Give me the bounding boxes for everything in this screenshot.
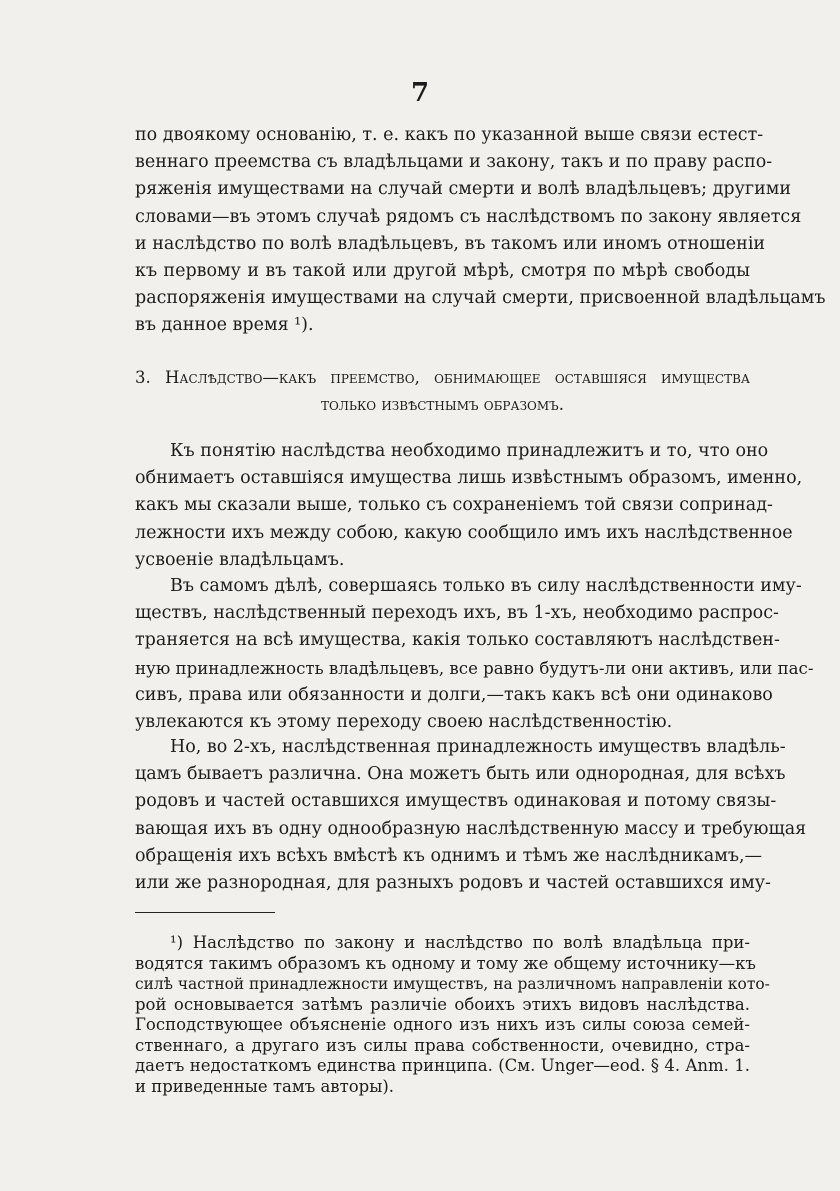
text-line: обращенія ихъ всѣхъ вмѣстѣ къ однимъ и тѣмъ же наслѣдникамъ,— — [135, 845, 763, 866]
section-heading — [135, 364, 750, 418]
text-line: веннаго преемства съ владѣльцами и закону, такъ и по праву распо- — [135, 152, 773, 173]
text-line: сивъ, права или обязанности и долги,—такъ какъ всѣ они одинаково — [135, 684, 773, 705]
footnote-line: силѣ частной принадлежности имуществъ, на различномъ направленіи кото- — [135, 975, 770, 993]
text-line: Но, во 2-хъ, наслѣдственная принадлежность имуществъ владѣль- — [170, 737, 786, 757]
footnote — [135, 933, 770, 1097]
text-line: вающая ихъ въ одну однообразную наслѣдственную массу и требующая — [135, 818, 807, 839]
text-line: цамъ бываетъ различна. Она можетъ быть или однородная, для всѣхъ — [135, 764, 786, 785]
text-line: по двоякому основанію, т. е. какъ по указанной выше связи естест- — [135, 125, 764, 145]
text-line: Въ самомъ дѣлѣ, совершаясь только въ силу наслѣдственности иму- — [170, 576, 802, 596]
paragraph-4 — [135, 734, 807, 897]
text-line: словами—въ этомъ случаѣ рядомъ съ наслѣдствомъ по закону является — [135, 206, 802, 227]
text-line: какъ мы сказали выше, только съ сохраненіемъ той связи сопринад- — [135, 495, 773, 516]
text-line: Къ понятію наслѣдства необходимо принадлежитъ и то, что оно — [170, 441, 769, 461]
text-line: распоряженія имуществами на случай смерти, присвоенной владѣльцамъ — [135, 288, 826, 309]
text-line: траняется на всѣ имущества, какія только составляютъ наслѣдствен- — [135, 630, 780, 651]
paragraph-1 — [135, 122, 826, 340]
text-line: ную принадлежность владѣльцевъ, все равно будутъ-ли они активъ, или пас- — [135, 658, 814, 678]
text-line: и наслѣдство по волѣ владѣльцевъ, въ такомъ или иномъ отношеніи — [135, 233, 766, 254]
text-line: родовъ и частей оставшихся имуществъ одинаковая и потому связы- — [135, 791, 777, 812]
footnote-line: Господствующее объясненіе одного изъ нихъ изъ силы союза семей- — [135, 1015, 750, 1034]
footnote-line: ¹) Наслѣдство по закону и наслѣдство по волѣ владѣльца при- — [170, 933, 750, 952]
text-line: увлекаются къ этому переходу своею наслѣдственностію. — [135, 712, 673, 733]
text-line: усвоеніе владѣльцамъ. — [135, 549, 345, 570]
footnote-line: даетъ недостаткомъ единства принципа. (См. Unger—eod. § 4. Anm. 1. — [135, 1056, 750, 1075]
text-line: къ первому и въ такой или другой мѣрѣ, смотря по мѣрѣ свободы — [135, 261, 750, 282]
paragraph-2 — [135, 438, 803, 574]
text-line: ществъ, наслѣдственный переходъ ихъ, въ 1-хъ, необходимо распрос- — [135, 603, 779, 624]
text-line: или же разнородная, для разныхъ родовъ и частей оставшихся иму- — [135, 873, 771, 894]
section-heading-line: только извѣстнымъ образомъ. — [321, 395, 564, 414]
footnote-line: водятся такимъ образомъ къ одному и тому же общему источнику—къ — [135, 953, 756, 973]
paragraph-3 — [135, 573, 814, 736]
text-line: въ данное время ¹). — [135, 315, 314, 336]
footnote-line: рой основывается затѣмъ различіе обоихъ этихъ видовъ наслѣдства. — [135, 994, 750, 1014]
text-line: лежности ихъ между собою, какую сообщило имъ ихъ наслѣдственное — [135, 522, 793, 543]
page-number: 7 — [410, 78, 430, 108]
footnote-line: и приведенные тамъ авторы). — [135, 1076, 395, 1096]
text-line: ряженія имуществами на случай смерти и волѣ владѣльцевъ; другими — [135, 179, 792, 200]
footnote-separator — [135, 912, 275, 913]
footnote-line: ственнаго, а другаго изъ силы права собственности, очевидно, стра- — [135, 1035, 750, 1055]
section-heading-line: 3. Наслѣдство—какъ преемство, обнимающее оставшіяся имущества — [135, 368, 750, 387]
text-line: обнимаетъ оставшіяся имущества лишь извѣстнымъ образомъ, именно, — [135, 468, 803, 489]
